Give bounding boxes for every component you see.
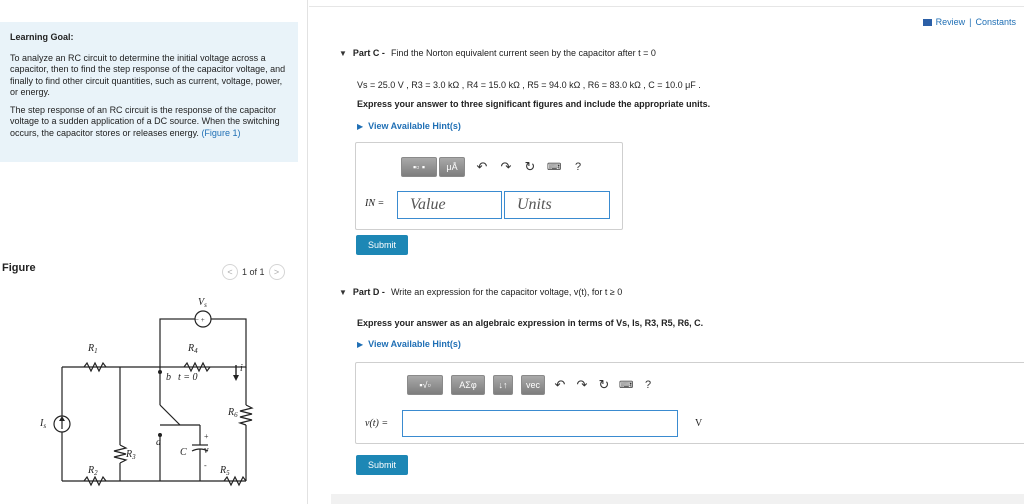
prev-figure-button[interactable]: < <box>222 264 238 280</box>
learning-goal-paragraph-2-text: The step response of an RC circuit is the response of the capacitor voltage to a sudden application of a DC source. When the switching occurs, the capacitor stores or releases energy. <box>10 104 280 138</box>
constants-link[interactable]: Constants <box>975 17 1016 27</box>
part-d-header[interactable] <box>339 287 622 297</box>
bottom-bar <box>331 494 1024 504</box>
keyboard-icon[interactable]: ⌨ <box>547 161 562 173</box>
label-t0: t = 0 <box>178 372 198 383</box>
i-arrow-head <box>233 375 239 381</box>
label-vs-polarity: − + <box>195 316 205 324</box>
figure-link[interactable]: (Figure 1) <box>201 127 241 138</box>
figure-pager <box>222 264 285 280</box>
part-d-submit-button[interactable]: Submit <box>356 455 408 475</box>
redo-icon[interactable]: ↷ <box>500 159 512 174</box>
part-d-hint[interactable] <box>357 339 461 349</box>
left-panel <box>0 0 308 504</box>
label-node-a: a <box>156 437 161 448</box>
part-c-submit-button[interactable]: Submit <box>356 235 408 255</box>
label-vs: $V_s$ <box>198 297 207 309</box>
keyboard-icon[interactable]: ⌨ <box>619 379 634 391</box>
part-c-question: Find the Norton equivalent current seen by the capacitor after t = 0 <box>390 48 656 58</box>
collapse-triangle-icon[interactable]: ▼ <box>339 48 347 58</box>
learning-goal-paragraph-2 <box>10 105 288 140</box>
review-icon <box>923 19 932 26</box>
review-constants-links <box>923 17 1016 27</box>
label-c: C <box>180 447 187 458</box>
hint-arrow-icon: ▶ <box>357 122 364 131</box>
part-c-label: Part C - <box>352 48 385 58</box>
label-is: $I_s$ <box>40 418 47 430</box>
help-button[interactable]: ? <box>644 379 652 391</box>
part-d-question: Write an expression for the capacitor voltage, v(t), for t ≥ 0 <box>390 287 623 297</box>
part-d-toolbar <box>407 375 655 395</box>
part-c-toolbar <box>401 157 585 177</box>
circuit-diagram <box>0 285 308 501</box>
label-r2: $R_2$ <box>88 465 98 477</box>
switch-blade <box>160 405 180 425</box>
figure-label: Figure <box>2 262 36 274</box>
label-cap-plus: + <box>204 432 209 441</box>
next-figure-button[interactable]: > <box>269 264 285 280</box>
reset-icon[interactable]: ↻ <box>524 159 536 174</box>
right-panel <box>309 0 1024 504</box>
greek-button[interactable]: ΑΣφ <box>451 375 485 395</box>
label-r6: $R_6$ <box>228 407 238 419</box>
part-d-label: Part D - <box>352 287 385 297</box>
review-separator: | <box>969 17 972 27</box>
part-d-instruction: Express your answer as an algebraic expression in terms of Vs, Is, R3, R5, R6, C. <box>357 318 704 328</box>
undo-icon[interactable]: ↶ <box>554 377 566 392</box>
review-link[interactable]: Review <box>935 17 966 27</box>
collapse-triangle-icon[interactable]: ▼ <box>339 287 347 297</box>
label-i: i <box>240 363 243 374</box>
undo-icon[interactable]: ↶ <box>476 159 488 174</box>
label-r3: $R_3$ <box>126 449 136 461</box>
label-v: v <box>204 445 209 456</box>
redo-icon[interactable]: ↷ <box>576 377 588 392</box>
units-button[interactable]: μÅ <box>439 157 465 177</box>
templates-button[interactable]: ▪▫ ▪ <box>401 157 437 177</box>
top-divider <box>309 6 1024 7</box>
part-d-hint-label: View Available Hint(s) <box>368 339 461 349</box>
resistor-r6 <box>240 405 252 425</box>
hint-arrow-icon: ▶ <box>357 340 364 349</box>
part-c-var-label: IN = <box>365 198 385 209</box>
learning-goal-paragraph-1: To analyze an RC circuit to determine the initial voltage across a capacitor, then to find the step response of the capacitor voltage, and finally to find other circuit quantities, such as current, voltage, power, or energy. <box>10 52 286 97</box>
resistor-r3 <box>114 445 126 463</box>
vec-button[interactable]: vec <box>521 375 545 395</box>
label-r1: $R_1$ <box>88 343 98 355</box>
sort-button[interactable]: ↓↑ <box>493 375 513 395</box>
learning-goal-title: Learning Goal: <box>10 32 74 42</box>
reset-icon[interactable]: ↻ <box>598 377 610 392</box>
part-d-unit: V <box>695 418 703 429</box>
templates-button[interactable]: ▪√▫ <box>407 375 443 395</box>
label-node-b: b <box>166 372 171 383</box>
part-c-instruction: Express your answer to three significant figures and include the appropriate units. <box>357 99 711 109</box>
help-button[interactable]: ? <box>574 161 582 173</box>
label-r5: $R_5$ <box>220 465 230 477</box>
expression-input[interactable] <box>402 410 678 437</box>
label-cap-minus: - <box>204 461 207 470</box>
learning-goal-box <box>0 22 298 162</box>
node-b-dot <box>158 370 162 374</box>
units-input[interactable]: Units <box>504 191 610 219</box>
part-c-header[interactable] <box>339 48 656 58</box>
part-c-given: Vs = 25.0 V , R3 = 3.0 kΩ , R4 = 15.0 kΩ , R5 = 94.0 kΩ , R6 = 83.0 kΩ , C = 10.0 μF . <box>357 80 701 90</box>
part-c-hint-label: View Available Hint(s) <box>368 121 461 131</box>
figure-pager-text: 1 of 1 <box>242 267 265 277</box>
label-r4: $R_4$ <box>188 343 198 355</box>
part-c-hint[interactable] <box>357 121 461 131</box>
value-input[interactable]: Value <box>397 191 502 219</box>
part-d-var-label: v(t) = <box>365 418 389 429</box>
